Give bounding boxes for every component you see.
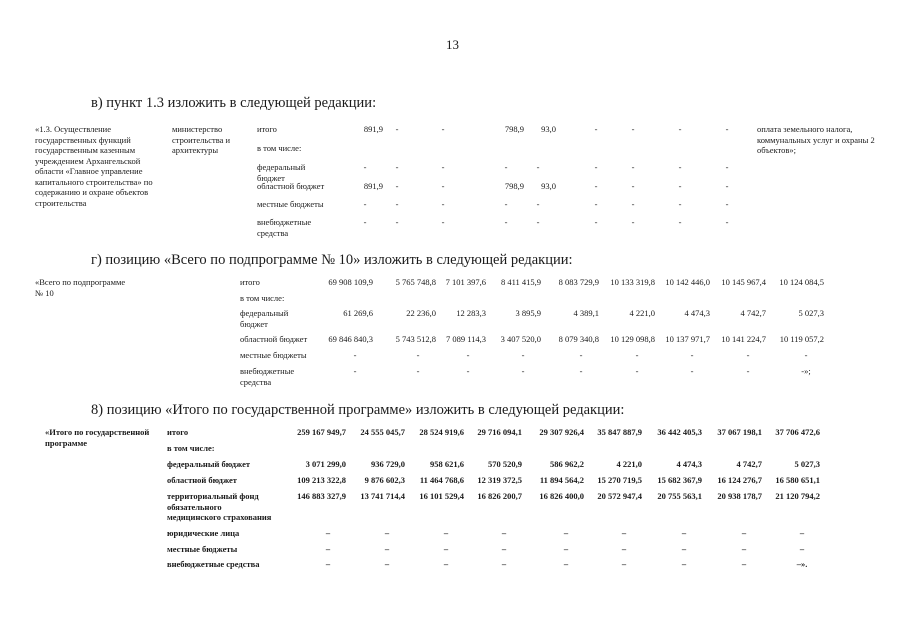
table-cell: - [631, 199, 635, 209]
table-cell: – [325, 544, 331, 554]
table-cell: - [441, 124, 445, 134]
table-cell: 5 765 748,8 [395, 277, 436, 287]
table-cell: –». [796, 559, 808, 569]
table-cell: – [501, 528, 507, 538]
table-cell: – [799, 528, 805, 538]
table-cell: 958 621,6 [430, 459, 464, 469]
table-cell: 69 846 840,3 [328, 334, 373, 344]
table-cell: 12 283,3 [456, 308, 486, 318]
row-label: внебюджетные средства [240, 366, 295, 387]
table-cell: 61 269,6 [343, 308, 373, 318]
table-cell: 10 129 098,8 [610, 334, 655, 344]
table-cell: 7 101 397,6 [445, 277, 486, 287]
table-cell: – [384, 544, 390, 554]
table-cell: 13 741 714,4 [360, 491, 405, 501]
section-v-note: оплата земельного налога, коммунальных услуг и охраны 2 объектов»; [757, 124, 875, 155]
table-cell: - [363, 162, 367, 172]
table-cell: – [741, 528, 747, 538]
table-cell: - [363, 217, 367, 227]
row-label: юридические лица [167, 528, 240, 538]
table-cell: 20 938 178,7 [717, 491, 762, 501]
table-cell: 8 079 340,8 [558, 334, 599, 344]
row-label: итого [167, 427, 189, 437]
row-label: федеральный бюджет [167, 459, 251, 469]
table-cell: - [466, 350, 470, 360]
table-cell: – [384, 528, 390, 538]
table-cell: - [504, 217, 508, 227]
table-cell: - [353, 366, 357, 376]
table-cell: - [466, 366, 470, 376]
table-cell: - [725, 217, 729, 227]
table-cell: - [594, 181, 598, 191]
table-cell: 15 270 719,5 [597, 475, 642, 485]
table-cell: – [443, 544, 449, 554]
table-cell: – [681, 559, 687, 569]
table-cell: – [501, 559, 507, 569]
row-label: местные бюджеты [167, 544, 238, 554]
table-cell: - [678, 199, 682, 209]
table-cell: 798,9 [504, 124, 524, 134]
table-cell: 570 520,9 [488, 459, 522, 469]
table-cell: - [536, 217, 540, 227]
table-cell: 93,0 [541, 124, 556, 134]
table-cell: 29 716 094,1 [477, 427, 522, 437]
table-cell: - [594, 162, 598, 172]
table-cell: – [799, 544, 805, 554]
table-cell: 5 743 512,8 [395, 334, 436, 344]
row-label: в том числе: [167, 443, 215, 453]
table-cell: - [635, 350, 639, 360]
table-cell: 69 908 109,9 [328, 277, 373, 287]
table-cell: – [563, 544, 569, 554]
table-cell: 7 089 114,3 [445, 334, 486, 344]
table-cell: - [678, 162, 682, 172]
table-cell: 10 141 224,7 [721, 334, 766, 344]
table-cell: 5 027,3 [794, 459, 820, 469]
table-cell: -»; [801, 366, 811, 376]
table-cell: 37 067 198,1 [717, 427, 762, 437]
table-cell: 20 755 563,1 [657, 491, 702, 501]
table-cell: 16 101 529,4 [419, 491, 464, 501]
table-cell: 8 411 415,9 [500, 277, 541, 287]
table-cell: 798,9 [504, 181, 524, 191]
table-cell: - [746, 350, 750, 360]
table-cell: 11 464 768,6 [419, 475, 464, 485]
row-label: в том числе: [240, 293, 285, 303]
table-cell: - [579, 366, 583, 376]
table-cell: 29 307 926,4 [539, 427, 584, 437]
table-cell: - [579, 350, 583, 360]
table-cell: – [443, 559, 449, 569]
table-cell: 4 389,1 [573, 308, 599, 318]
table-cell: – [741, 559, 747, 569]
table-cell: 35 847 887,9 [597, 427, 642, 437]
row-label: итого [240, 277, 260, 287]
table-cell: - [631, 181, 635, 191]
table-cell: – [563, 528, 569, 538]
table-cell: 4 474,3 [676, 459, 702, 469]
table-cell: - [725, 199, 729, 209]
table-cell: - [678, 124, 682, 134]
table-cell: – [681, 528, 687, 538]
table-cell: 10 124 084,5 [779, 277, 824, 287]
table-cell: 10 133 319,8 [610, 277, 655, 287]
table-cell: - [416, 366, 420, 376]
table-cell: - [631, 162, 635, 172]
table-cell: - [690, 366, 694, 376]
table-cell: 3 071 299,0 [305, 459, 346, 469]
table-cell: 10 137 971,7 [665, 334, 710, 344]
row-label: внебюджетные средства [257, 217, 312, 238]
table-cell: – [621, 559, 627, 569]
table-cell: – [621, 528, 627, 538]
table-cell: - [594, 217, 598, 227]
table-cell: - [441, 199, 445, 209]
table-cell: 11 894 564,2 [539, 475, 584, 485]
table-cell: 10 142 446,0 [665, 277, 710, 287]
table-cell: - [631, 217, 635, 227]
row-label: территориальный фонд обязательного медицинского страхования [167, 491, 272, 522]
table-cell: – [443, 528, 449, 538]
section-v-heading: в) пункт 1.3 изложить в следующей редакции: [91, 95, 377, 111]
table-cell: 16 826 400,0 [539, 491, 584, 501]
table-cell: 93,0 [541, 181, 556, 191]
row-label: областной бюджет [257, 181, 325, 191]
table-cell: 586 962,2 [550, 459, 584, 469]
row-label: в том числе: [257, 143, 302, 153]
table-cell: 37 706 472,6 [775, 427, 820, 437]
table-cell: – [325, 528, 331, 538]
table-cell: - [395, 199, 399, 209]
table-cell: 28 524 919,6 [419, 427, 464, 437]
table-cell: - [504, 199, 508, 209]
table-cell: 4 221,0 [629, 308, 655, 318]
table-cell: 10 119 057,2 [779, 334, 824, 344]
section-g-name: «Всего по подпрограмме № 10 [35, 277, 126, 298]
table-cell: 891,9 [363, 124, 383, 134]
table-cell: - [536, 199, 540, 209]
table-cell: 16 124 276,7 [717, 475, 762, 485]
table-cell: 936 729,0 [371, 459, 405, 469]
table-cell: 24 555 045,7 [360, 427, 405, 437]
page-number: 13 [446, 37, 459, 52]
table-cell: - [521, 350, 525, 360]
table-cell: – [325, 559, 331, 569]
table-cell: – [384, 559, 390, 569]
table-cell: 22 236,0 [406, 308, 436, 318]
table-cell: - [725, 181, 729, 191]
table-cell: – [741, 544, 747, 554]
table-cell: 4 474,3 [684, 308, 710, 318]
table-cell: 15 682 367,9 [657, 475, 702, 485]
row-label: внебюджетные средства [167, 559, 260, 569]
table-cell: - [521, 366, 525, 376]
table-cell: - [536, 162, 540, 172]
table-cell: - [594, 199, 598, 209]
table-cell: - [441, 162, 445, 172]
row-label: областной бюджет [240, 334, 308, 344]
table-cell: 146 883 327,9 [297, 491, 346, 501]
table-cell: - [594, 124, 598, 134]
table-cell: - [395, 162, 399, 172]
table-cell: - [690, 350, 694, 360]
table-cell: 5 027,3 [798, 308, 824, 318]
table-cell: – [563, 559, 569, 569]
table-cell: 20 572 947,4 [597, 491, 642, 501]
table-cell: 16 826 200,7 [477, 491, 522, 501]
table-cell: - [635, 366, 639, 376]
table-cell: – [681, 544, 687, 554]
table-cell: 4 221,0 [616, 459, 642, 469]
table-cell: 891,9 [363, 181, 383, 191]
table-cell: 8 083 729,9 [558, 277, 599, 287]
table-cell: 9 876 602,3 [364, 475, 405, 485]
table-cell: 3 895,9 [515, 308, 541, 318]
table-cell: 109 213 322,8 [297, 475, 346, 485]
table-cell: - [504, 162, 508, 172]
table-cell: 16 580 651,1 [775, 475, 820, 485]
row-label: местные бюджеты [240, 350, 307, 360]
table-cell: - [363, 199, 367, 209]
table-cell: – [501, 544, 507, 554]
table-cell: - [416, 350, 420, 360]
table-cell: - [631, 124, 635, 134]
table-cell: 21 120 794,2 [775, 491, 820, 501]
table-cell: - [746, 366, 750, 376]
table-cell: - [725, 162, 729, 172]
section-g-heading: г) позицию «Всего по подпрограмме № 10» изложить в следующей редакции: [91, 252, 573, 268]
section-8-heading: 8) позицию «Итого по государственной программе» изложить в следующей редакции: [91, 402, 625, 418]
table-cell: 10 145 967,4 [721, 277, 766, 287]
table-cell: - [395, 124, 399, 134]
table-cell: - [441, 217, 445, 227]
table-cell: - [353, 350, 357, 360]
table-cell: - [725, 124, 729, 134]
row-label: федеральный бюджет [257, 162, 306, 183]
section-v-name: «1.3. Осуществление государственных функций государственным казенным учреждением Архангельской области «Главное управление капитального строительства» по содержанию и охране объектов строительства [35, 124, 153, 208]
table-cell: - [678, 217, 682, 227]
table-cell: - [678, 181, 682, 191]
section-v-executor: министерство строительства и архитектуры [172, 124, 231, 155]
table-cell: - [395, 217, 399, 227]
table-cell: - [804, 350, 808, 360]
table-cell: - [441, 181, 445, 191]
row-label: итого [257, 124, 277, 134]
table-cell: 259 167 949,7 [297, 427, 346, 437]
table-cell: - [395, 181, 399, 191]
table-cell: 12 319 372,5 [477, 475, 522, 485]
table-cell: 4 742,7 [736, 459, 762, 469]
table-cell: 4 742,7 [740, 308, 766, 318]
row-label: федеральный бюджет [240, 308, 289, 329]
row-label: местные бюджеты [257, 199, 324, 209]
table-cell: 36 442 405,3 [657, 427, 702, 437]
section-8-name: «Итого по государственной программе [45, 427, 150, 448]
table-cell: 3 407 520,0 [500, 334, 541, 344]
table-cell: – [621, 544, 627, 554]
row-label: областной бюджет [167, 475, 237, 485]
